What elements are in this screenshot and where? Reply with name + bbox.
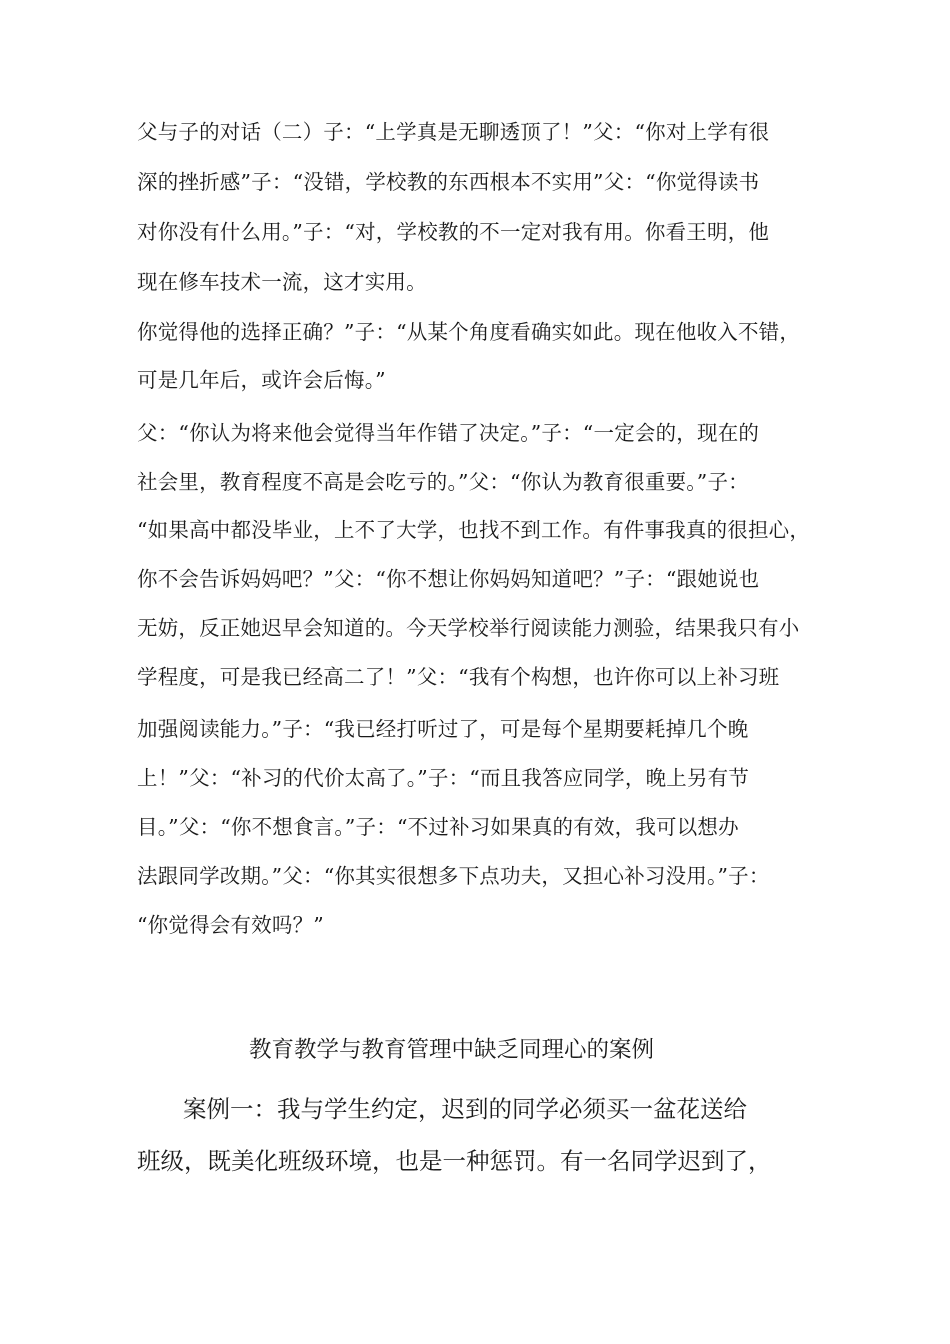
dialogue-line: 法跟同学改期。”父：“你其实很想多下点功夫，又担心补习没用。”子： <box>137 864 770 888</box>
dialogue-line: 加强阅读能力。”子：“我已经打听过了，可是每个星期要耗掉几个晚 <box>137 717 749 741</box>
case-line: 案例一：我与学生约定，迟到的同学必须买一盆花送给 <box>183 1095 747 1123</box>
dialogue-line: 现在修车技术一流，这才实用。 <box>137 270 427 294</box>
dialogue-line: “如果高中都没毕业，上不了大学，也找不到工作。有件事我真的很担心， <box>137 518 811 542</box>
dialogue-line: 你不会告诉妈妈吧？”父：“你不想让你妈妈知道吧？”子：“跟她说也 <box>137 567 760 591</box>
dialogue-line: 无妨，反正她迟早会知道的。今天学校举行阅读能力测验，结果我只有小 <box>137 616 800 640</box>
dialogue-line: 你觉得他的选择正确？”子：“从某个角度看确实如此。现在他收入不错， <box>137 320 801 344</box>
case-line: 班级，既美化班级环境，也是一种惩罚。有一名同学迟到了， <box>137 1147 772 1175</box>
dialogue-line: 对你没有什么用。”子：“对，学校教的不一定对我有用。你看王明，他 <box>137 220 770 244</box>
dialogue-line: 可是几年后，或许会后悔。” <box>137 368 386 392</box>
dialogue-line: 目。”父：“你不想食言。”子：“不过补习如果真的有效，我可以想办 <box>137 815 739 839</box>
dialogue-line: “你觉得会有效吗？” <box>137 913 324 937</box>
section-title: 教育教学与教育管理中缺乏同理心的案例 <box>249 1037 655 1063</box>
dialogue-line: 学程度，可是我已经高二了！”父：“我有个构想，也许你可以上补习班 <box>137 665 780 689</box>
dialogue-line: 社会里，教育程度不高是会吃亏的。”父：“你认为教育很重要。”子： <box>137 470 749 494</box>
dialogue-line: 深的挫折感”子：“没错，学校教的东西根本不实用”父：“你觉得读书 <box>137 170 760 194</box>
dialogue-line: 父与子的对话（二）子：“上学真是无聊透顶了！”父：“你对上学有很 <box>137 120 770 144</box>
dialogue-line: 上！”父：“补习的代价太高了。”子：“而且我答应同学，晚上另有节 <box>137 766 750 790</box>
dialogue-line: 父：“你认为将来他会觉得当年作错了决定。”子：“一定会的，现在的 <box>137 421 760 445</box>
